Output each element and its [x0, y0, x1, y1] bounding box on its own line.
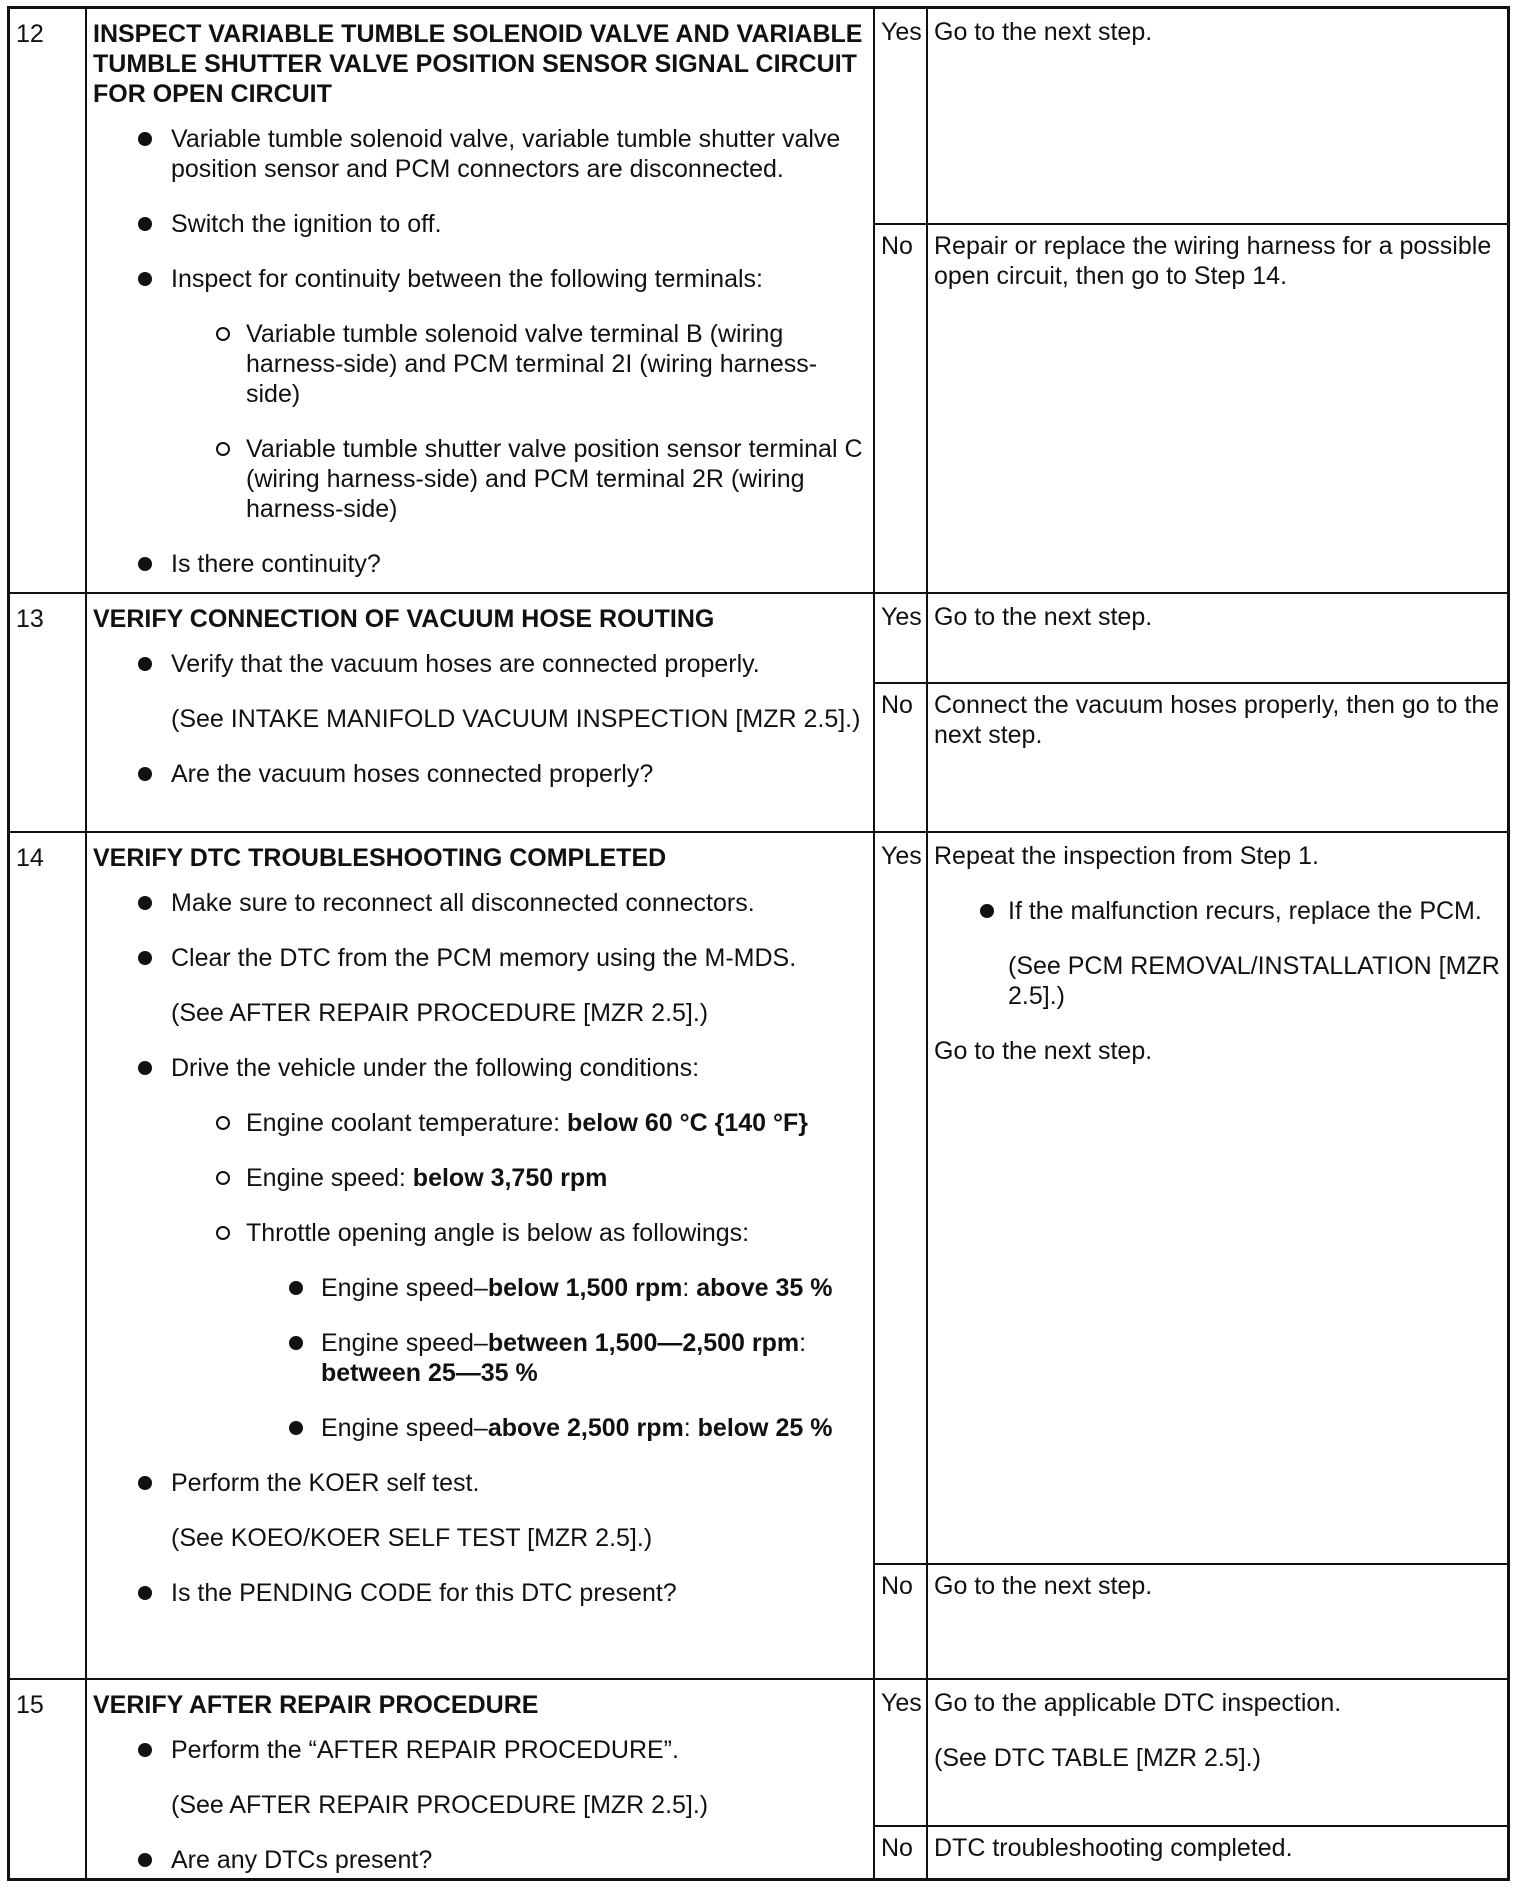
answer-no	[10, 1825, 1507, 1881]
step-number: 14	[16, 844, 44, 872]
step-title: VERIFY AFTER REPAIR PROCEDURE	[93, 1691, 539, 1719]
list-item: Are the vacuum hoses connected properly?	[93, 759, 868, 789]
yes-action: Go to the applicable DTC inspection. (See DTC TABLE [MZR 2.5].)	[934, 1688, 1504, 1798]
list-item: Engine coolant temperature: below 60 °C {140 °F}	[93, 1108, 868, 1138]
reference-note: (See AFTER REPAIR PROCEDURE [MZR 2.5].)	[171, 1791, 709, 1819]
list-item: Make sure to reconnect all disconnected connectors.	[93, 888, 868, 918]
yes-label: Yes	[881, 18, 922, 46]
no-action: Connect the vacuum hoses properly, then go to the next step.	[934, 691, 1500, 749]
list-item: Is there continuity?	[93, 549, 868, 579]
step-title: VERIFY CONNECTION OF VACUUM HOSE ROUTING	[93, 605, 715, 633]
yes-action: Go to the next step.	[934, 603, 1153, 631]
answer-yes	[10, 9, 1507, 223]
step-row-13	[10, 594, 1507, 833]
yes-label: Yes	[881, 842, 922, 870]
step-title: VERIFY DTC TROUBLESHOOTING COMPLETED	[93, 844, 667, 872]
list-item: Perform the “AFTER REPAIR PROCEDURE”.	[93, 1735, 868, 1765]
list-item: Perform the KOER self test.	[93, 1468, 868, 1498]
reference-note: (See AFTER REPAIR PROCEDURE [MZR 2.5].)	[171, 999, 709, 1027]
step-number: 15	[16, 1691, 44, 1719]
list-item: Drive the vehicle under the following conditions:	[93, 1053, 868, 1083]
yes-label: Yes	[881, 603, 922, 631]
bullet-icon	[980, 904, 994, 918]
list-item: Clear the DTC from the PCM memory using the M-MDS.	[93, 943, 868, 973]
answer-yes	[10, 833, 1507, 1563]
yes-label: Yes	[881, 1689, 922, 1717]
no-label: No	[881, 1834, 913, 1862]
no-action: Go to the next step.	[934, 1572, 1153, 1600]
list-item: Engine speed–below 1,500 rpm: above 35 %	[93, 1273, 868, 1303]
answer-yes	[10, 594, 1507, 682]
troubleshooting-table	[7, 6, 1510, 1881]
reference-note: (See PCM REMOVAL/INSTALLATION [MZR 2.5].)	[1008, 952, 1500, 1010]
list-item: Switch the ignition to off.	[93, 209, 868, 239]
no-action: Repair or replace the wiring harness for a possible open circuit, then go to Step 14.	[934, 232, 1492, 290]
list-item: Engine speed–above 2,500 rpm: below 25 %	[93, 1413, 868, 1443]
step-title: INSPECT VARIABLE TUMBLE SOLENOID VALVE AND VARIABLE TUMBLE SHUTTER VALVE POSITION SENSOR SIGNAL CIRCUIT FOR OPEN CIRCUIT	[93, 20, 863, 108]
answer-no	[10, 223, 1507, 592]
no-action: DTC troubleshooting completed.	[934, 1834, 1293, 1862]
no-label: No	[881, 232, 913, 260]
yes-action: Repeat the inspection from Step 1. If the malfunction recurs, replace the PCM. (See PCM REMOVAL/INSTALLATION [MZR 2.5].) Go to the next step.	[934, 841, 1504, 1091]
list-item: Inspect for continuity between the following terminals:	[93, 264, 868, 294]
list-item: Variable tumble solenoid valve, variable tumble shutter valve position sensor and PCM connectors are disconnected.	[93, 124, 868, 184]
list-item: Verify that the vacuum hoses are connected properly.	[93, 649, 868, 679]
answer-no	[10, 1563, 1507, 1678]
yes-action: Go to the next step.	[934, 18, 1153, 46]
reference-note: (See KOEO/KOER SELF TEST [MZR 2.5].)	[171, 1524, 653, 1552]
step-row-14	[10, 833, 1507, 1680]
answer-no	[10, 682, 1507, 831]
step-row-15	[10, 1680, 1507, 1881]
step-row-12	[10, 9, 1507, 594]
list-item: Engine speed–between 1,500—2,500 rpm: between 25—35 %	[93, 1328, 868, 1388]
list-item: Is the PENDING CODE for this DTC present?	[93, 1578, 868, 1608]
no-label: No	[881, 691, 913, 719]
no-label: No	[881, 1572, 913, 1600]
list-item: Throttle opening angle is below as followings:	[93, 1218, 868, 1248]
reference-note: (See DTC TABLE [MZR 2.5].)	[934, 1744, 1261, 1772]
reference-note: (See INTAKE MANIFOLD VACUUM INSPECTION [MZR 2.5].)	[171, 705, 861, 733]
list-item: Are any DTCs present?	[93, 1845, 868, 1875]
step-number: 13	[16, 605, 44, 633]
step-number: 12	[16, 20, 44, 48]
list-item: Engine speed: below 3,750 rpm	[93, 1163, 868, 1193]
list-item: Variable tumble solenoid valve terminal B (wiring harness-side) and PCM terminal 2I (wiring harness-side)	[93, 319, 868, 409]
answer-yes	[10, 1680, 1507, 1825]
list-item: Variable tumble shutter valve position sensor terminal C (wiring harness-side) and PCM terminal 2R (wiring harness-side)	[93, 434, 868, 524]
